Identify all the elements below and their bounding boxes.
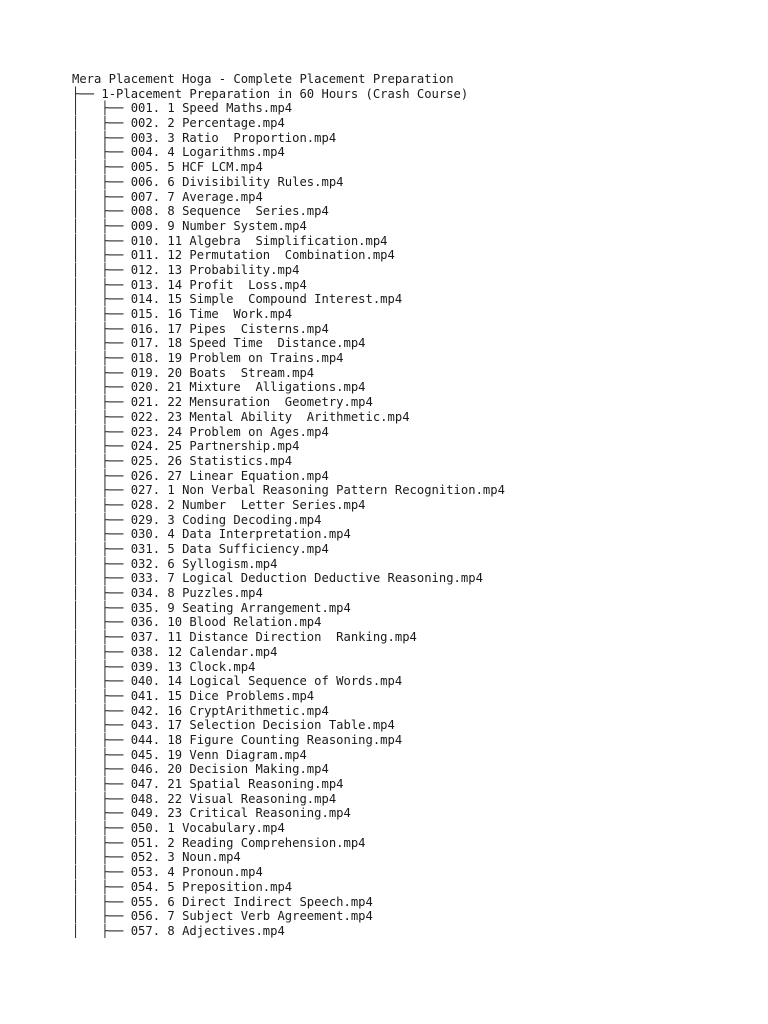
- tree-file-name: 032. 6 Syllogism.mp4: [130, 556, 278, 571]
- tree-file-row: [72, 175, 752, 190]
- tree-file-name: 022. 23 Mental Ability Arithmetic.mp4: [130, 409, 410, 424]
- tree-file-name: 035. 9 Seating Arrangement.mp4: [130, 600, 351, 615]
- tree-branch-connector: │ ├──: [72, 659, 131, 674]
- tree-branch-connector: │ ├──: [72, 600, 131, 615]
- tree-branch-connector: │ ├──: [72, 894, 131, 909]
- tree-file-row: [72, 777, 752, 792]
- tree-file-name: 054. 5 Preposition.mp4: [130, 879, 293, 894]
- tree-file-name: 041. 15 Dice Problems.mp4: [130, 688, 315, 703]
- tree-file-row: [72, 425, 752, 440]
- tree-file-name: 049. 23 Critical Reasoning.mp4: [130, 806, 351, 821]
- tree-branch-connector: │ ├──: [72, 527, 131, 542]
- tree-file-name: 055. 6 Direct Indirect Speech.mp4: [130, 894, 373, 909]
- tree-branch-connector: │ ├──: [72, 835, 131, 850]
- tree-file-row: [72, 542, 752, 557]
- tree-file-name: 008. 8 Sequence Series.mp4: [130, 204, 329, 219]
- tree-branch-connector: │ ├──: [72, 116, 131, 131]
- tree-file-row: [72, 101, 752, 116]
- tree-file-row: [72, 498, 752, 513]
- tree-branch-connector: │ ├──: [72, 556, 131, 571]
- tree-file-row: [72, 366, 752, 381]
- tree-branch-connector: │ ├──: [72, 791, 131, 806]
- tree-file-name: 034. 8 Puzzles.mp4: [130, 586, 263, 601]
- tree-file-row: [72, 850, 752, 865]
- tree-folder-name: 1-Placement Preparation in 60 Hours (Crash Course): [101, 86, 469, 101]
- tree-file-row: [72, 439, 752, 454]
- tree-file-name: 013. 14 Profit Loss.mp4: [130, 277, 307, 292]
- tree-file-row: [72, 204, 752, 219]
- tree-file-row: [72, 278, 752, 293]
- tree-folder-row: [72, 87, 752, 102]
- tree-file-name: 027. 1 Non Verbal Reasoning Pattern Recognition.mp4: [130, 483, 505, 498]
- tree-file-row: [72, 792, 752, 807]
- tree-branch-connector: │ ├──: [72, 821, 131, 836]
- tree-file-name: 050. 1 Vocabulary.mp4: [130, 821, 285, 836]
- tree-branch-connector: │ ├──: [72, 453, 131, 468]
- tree-branch-connector: │ ├──: [72, 747, 131, 762]
- tree-file-row: [72, 336, 752, 351]
- tree-branch-connector: │ ├──: [72, 395, 131, 410]
- tree-file-row: [72, 660, 752, 675]
- tree-file-name: 024. 25 Partnership.mp4: [130, 439, 300, 454]
- tree-branch-connector: │ ├──: [72, 674, 131, 689]
- tree-branch-connector: │ ├──: [72, 586, 131, 601]
- tree-file-name: 015. 16 Time Work.mp4: [130, 307, 293, 321]
- tree-file-row: [72, 557, 752, 572]
- tree-branch-connector: │ ├──: [72, 233, 131, 248]
- tree-branch-connector: │ ├──: [72, 365, 131, 380]
- tree-file-name: 028. 2 Number Letter Series.mp4: [130, 497, 366, 512]
- tree-branch-connector: │ ├──: [72, 307, 131, 321]
- tree-file-list: [72, 101, 752, 938]
- tree-file-row: [72, 454, 752, 469]
- tree-branch-connector: │ ├──: [72, 130, 131, 145]
- tree-branch-connector: │ ├──: [72, 630, 131, 645]
- tree-branch-connector: │ ├──: [72, 380, 131, 395]
- tree-branch-connector: │ ├──: [72, 336, 131, 351]
- tree-file-row: [72, 806, 752, 821]
- tree-branch-connector: │ ├──: [72, 218, 131, 233]
- tree-branch-connector: ├──: [72, 86, 102, 101]
- tree-root-title: Mera Placement Hoga - Complete Placement Preparation: [72, 72, 454, 86]
- tree-file-row: [72, 880, 752, 895]
- tree-file-name: 009. 9 Number System.mp4: [130, 218, 307, 233]
- tree-file-row: [72, 410, 752, 425]
- tree-file-row: [72, 234, 752, 249]
- tree-file-row: [72, 248, 752, 263]
- tree-file-row: [72, 909, 752, 924]
- tree-file-name: 004. 4 Logarithms.mp4: [130, 145, 285, 160]
- tree-file-row: [72, 748, 752, 763]
- tree-file-name: 042. 16 CryptArithmetic.mp4: [130, 703, 329, 718]
- tree-file-row: [72, 645, 752, 660]
- tree-file-name: 038. 12 Calendar.mp4: [130, 644, 278, 659]
- tree-branch-connector: │ ├──: [72, 292, 131, 307]
- tree-branch-connector: │ ├──: [72, 850, 131, 865]
- tree-file-name: 056. 7 Subject Verb Agreement.mp4: [130, 909, 373, 924]
- tree-file-row: [72, 586, 752, 601]
- tree-file-name: 043. 17 Selection Decision Table.mp4: [130, 718, 395, 733]
- tree-branch-connector: │ ├──: [72, 909, 131, 924]
- tree-branch-connector: │ ├──: [72, 160, 131, 175]
- tree-file-name: 044. 18 Figure Counting Reasoning.mp4: [130, 732, 403, 747]
- tree-file-row: [72, 689, 752, 704]
- tree-branch-connector: │ ├──: [72, 174, 131, 189]
- tree-file-row: [72, 762, 752, 777]
- tree-file-row: [72, 263, 752, 278]
- tree-branch-connector: │ ├──: [72, 512, 131, 527]
- tree-file-row: [72, 190, 752, 205]
- tree-file-name: 002. 2 Percentage.mp4: [130, 116, 285, 131]
- tree-file-name: 023. 24 Problem on Ages.mp4: [130, 424, 329, 439]
- tree-file-row: [72, 483, 752, 498]
- tree-file-name: 018. 19 Problem on Trains.mp4: [130, 351, 344, 366]
- tree-file-row: [72, 674, 752, 689]
- tree-file-name: 026. 27 Linear Equation.mp4: [130, 468, 329, 483]
- tree-branch-connector: │ ├──: [72, 483, 131, 498]
- tree-file-row: [72, 395, 752, 410]
- tree-file-name: 003. 3 Ratio Proportion.mp4: [130, 130, 337, 145]
- tree-file-row: [72, 527, 752, 542]
- tree-branch-connector: │ ├──: [72, 497, 131, 512]
- tree-file-name: 031. 5 Data Sufficiency.mp4: [130, 542, 329, 556]
- tree-branch-connector: │ ├──: [72, 424, 131, 439]
- tree-branch-connector: │ ├──: [72, 644, 131, 659]
- tree-branch-connector: │ ├──: [72, 542, 131, 556]
- tree-file-row: [72, 601, 752, 616]
- tree-file-name: 005. 5 HCF LCM.mp4: [130, 160, 263, 175]
- tree-file-name: 020. 21 Mixture Alligations.mp4: [130, 380, 366, 395]
- tree-file-row: [72, 307, 752, 322]
- tree-branch-connector: │ ├──: [72, 409, 131, 424]
- tree-file-row: [72, 718, 752, 733]
- tree-file-row: [72, 895, 752, 910]
- tree-file-name: 011. 12 Permutation Combination.mp4: [130, 248, 395, 263]
- tree-file-name: 014. 15 Simple Compound Interest.mp4: [130, 292, 403, 307]
- tree-file-row: [72, 145, 752, 160]
- tree-branch-connector: │ ├──: [72, 101, 131, 116]
- tree-file-name: 040. 14 Logical Sequence of Words.mp4: [130, 674, 403, 689]
- tree-file-row: [72, 292, 752, 307]
- tree-file-name: 030. 4 Data Interpretation.mp4: [130, 527, 351, 542]
- tree-branch-connector: │ ├──: [72, 615, 131, 630]
- tree-branch-connector: │ ├──: [72, 762, 131, 777]
- tree-file-row: [72, 924, 752, 939]
- tree-branch-connector: │ ├──: [72, 865, 131, 880]
- tree-file-name: 025. 26 Statistics.mp4: [130, 453, 293, 468]
- tree-file-name: 010. 11 Algebra Simplification.mp4: [130, 233, 388, 248]
- tree-file-row: [72, 160, 752, 175]
- tree-branch-connector: │ ├──: [72, 732, 131, 747]
- tree-file-name: 019. 20 Boats Stream.mp4: [130, 365, 315, 380]
- tree-branch-connector: │ ├──: [72, 718, 131, 733]
- tree-file-name: 037. 11 Distance Direction Ranking.mp4: [130, 630, 417, 645]
- tree-branch-connector: │ ├──: [72, 204, 131, 219]
- tree-branch-connector: │ ├──: [72, 806, 131, 821]
- tree-file-row: [72, 116, 752, 131]
- tree-file-name: 001. 1 Speed Maths.mp4: [130, 101, 293, 116]
- tree-file-name: 045. 19 Venn Diagram.mp4: [130, 747, 307, 762]
- tree-branch-connector: │ ├──: [72, 248, 131, 263]
- tree-file-row: [72, 351, 752, 366]
- tree-branch-connector: │ ├──: [72, 321, 131, 336]
- tree-file-row: [72, 615, 752, 630]
- tree-file-row: [72, 380, 752, 395]
- tree-file-name: 053. 4 Pronoun.mp4: [130, 865, 263, 880]
- tree-file-row: [72, 219, 752, 234]
- tree-file-name: 017. 18 Speed Time Distance.mp4: [130, 336, 366, 351]
- tree-branch-connector: │ ├──: [72, 688, 131, 703]
- tree-branch-connector: │ ├──: [72, 923, 131, 938]
- tree-file-name: 039. 13 Clock.mp4: [130, 659, 256, 674]
- tree-file-row: [72, 322, 752, 337]
- tree-file-name: 016. 17 Pipes Cisterns.mp4: [130, 321, 329, 336]
- tree-branch-connector: │ ├──: [72, 571, 131, 586]
- tree-file-name: 036. 10 Blood Relation.mp4: [130, 615, 322, 630]
- tree-file-row: [72, 821, 752, 836]
- tree-file-name: 007. 7 Average.mp4: [130, 189, 263, 204]
- tree-file-name: 029. 3 Coding Decoding.mp4: [130, 512, 322, 527]
- tree-file-row: [72, 865, 752, 880]
- tree-branch-connector: │ ├──: [72, 439, 131, 454]
- tree-file-name: 052. 3 Noun.mp4: [130, 850, 241, 865]
- tree-branch-connector: │ ├──: [72, 703, 131, 718]
- tree-branch-connector: │ ├──: [72, 189, 131, 204]
- tree-branch-connector: │ ├──: [72, 879, 131, 894]
- tree-file-row: [72, 733, 752, 748]
- tree-file-name: 057. 8 Adjectives.mp4: [130, 923, 285, 938]
- tree-file-row: [72, 704, 752, 719]
- tree-file-row: [72, 571, 752, 586]
- tree-file-name: 046. 20 Decision Making.mp4: [130, 762, 329, 777]
- tree-file-row: [72, 630, 752, 645]
- tree-branch-connector: │ ├──: [72, 351, 131, 366]
- tree-file-name: 051. 2 Reading Comprehension.mp4: [130, 835, 366, 850]
- tree-file-name: 006. 6 Divisibility Rules.mp4: [130, 174, 344, 189]
- tree-file-name: 033. 7 Logical Deduction Deductive Reasoning.mp4: [130, 571, 483, 586]
- tree-branch-connector: │ ├──: [72, 777, 131, 791]
- tree-file-row: [72, 131, 752, 146]
- tree-file-name: 048. 22 Visual Reasoning.mp4: [130, 791, 337, 806]
- tree-file-row: [72, 513, 752, 528]
- tree-file-row: [72, 836, 752, 851]
- directory-tree: [72, 72, 752, 939]
- tree-file-name: 047. 21 Spatial Reasoning.mp4: [130, 777, 344, 791]
- tree-branch-connector: │ ├──: [72, 277, 131, 292]
- tree-branch-connector: │ ├──: [72, 468, 131, 483]
- tree-branch-connector: │ ├──: [72, 262, 131, 277]
- tree-file-name: 012. 13 Probability.mp4: [130, 262, 300, 277]
- tree-file-name: 021. 22 Mensuration Geometry.mp4: [130, 395, 373, 410]
- tree-branch-connector: │ ├──: [72, 145, 131, 160]
- tree-file-row: [72, 469, 752, 484]
